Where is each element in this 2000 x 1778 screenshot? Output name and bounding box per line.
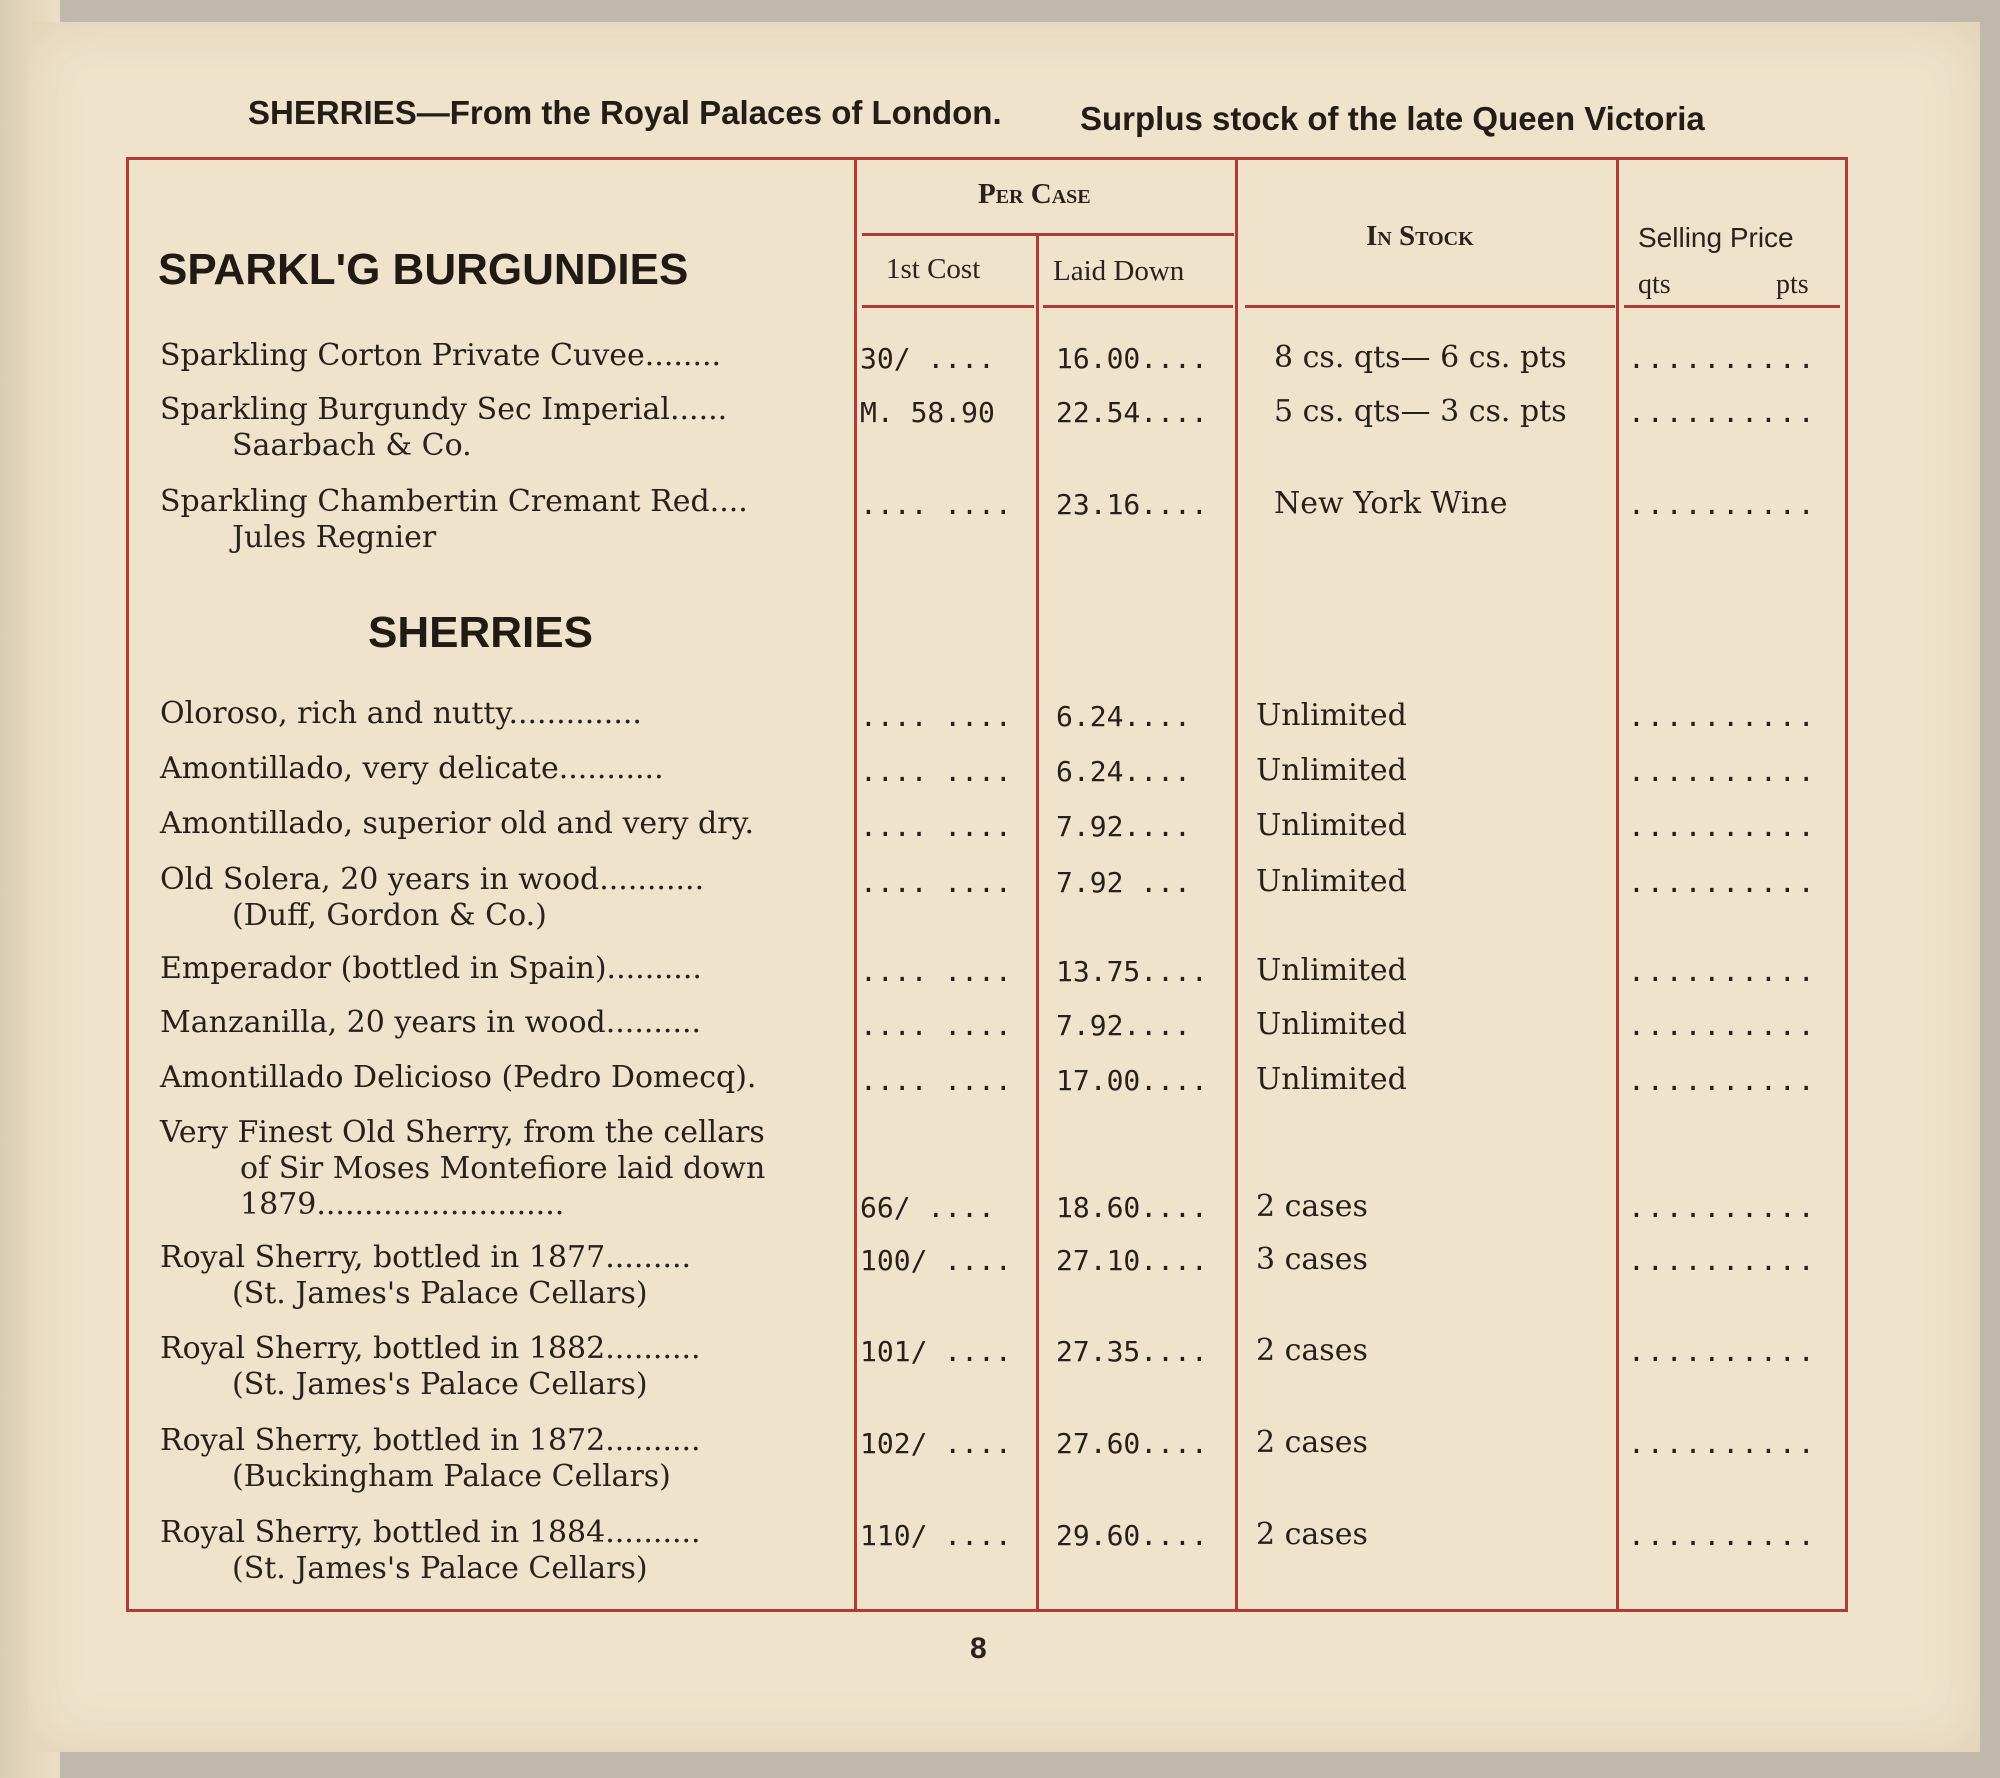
- item-name: Sparkling Corton Private Cuvee........: [160, 338, 722, 373]
- laid-down-value: 6.24....: [1056, 755, 1191, 788]
- selling-price-dots: ..........: [1628, 1064, 1817, 1097]
- selling-price-dots: ..........: [1628, 488, 1817, 521]
- selling-price-dots: ..........: [1628, 1244, 1817, 1277]
- in-stock-value: 8 cs. qts— 6 cs. pts: [1274, 340, 1567, 375]
- item-name: Royal Sherry, bottled in 1884..........: [160, 1515, 701, 1550]
- item-name: Royal Sherry, bottled in 1877.........: [160, 1240, 692, 1275]
- selling-price-heading: Selling Price: [1638, 222, 1794, 253]
- first-cost-value: .... ....: [860, 700, 1012, 733]
- in-stock-value: 3 cases: [1256, 1242, 1368, 1277]
- laid-down-value: 17.00....: [1056, 1064, 1208, 1097]
- laid-down-value: 29.60....: [1056, 1519, 1208, 1552]
- qts-heading: qts: [1638, 269, 1671, 300]
- item-subtitle: (St. James's Palace Cellars): [232, 1551, 648, 1586]
- item-name: Sparkling Burgundy Sec Imperial......: [160, 392, 728, 427]
- item-name: Old Solera, 20 years in wood...........: [160, 862, 705, 897]
- selling-price-dots: ..........: [1628, 396, 1817, 429]
- pts-heading: pts: [1776, 269, 1809, 300]
- in-stock-value: Unlimited: [1256, 1007, 1407, 1042]
- laid-down-value: 23.16....: [1056, 488, 1208, 521]
- in-stock-value: New York Wine: [1274, 486, 1508, 521]
- selling-price-dots: ..........: [1628, 866, 1817, 899]
- page-number: 8: [970, 1632, 987, 1665]
- header-left: SHERRIES—From the Royal Palaces of London.: [248, 94, 1002, 131]
- in-stock-value: Unlimited: [1256, 753, 1407, 788]
- col-divider-3: [1235, 160, 1238, 1612]
- item-name: Manzanilla, 20 years in wood..........: [160, 1005, 702, 1040]
- first-cost-value: .... ....: [860, 488, 1012, 521]
- item-subtitle-2: 1879..........................: [240, 1187, 565, 1222]
- item-name: Oloroso, rich and nutty..............: [160, 696, 642, 731]
- laid-down-value: 27.10....: [1056, 1244, 1208, 1277]
- first-cost-value: .... ....: [860, 810, 1012, 843]
- item-subtitle: Saarbach & Co.: [232, 428, 472, 463]
- per-case-heading: Per Case: [978, 178, 1091, 210]
- in-stock-value: 2 cases: [1256, 1425, 1368, 1460]
- first-cost-value: 66/ ....: [860, 1191, 995, 1224]
- col-divider-2: [1036, 233, 1039, 1612]
- laid-down-value: 16.00....: [1056, 342, 1208, 375]
- burgundies-section-title: SPARKL'G BURGUNDIES: [158, 245, 689, 294]
- item-name: Amontillado, very delicate...........: [160, 751, 664, 786]
- laid-down-value: 27.60....: [1056, 1427, 1208, 1460]
- per-case-rule: [862, 233, 1234, 236]
- in-stock-value: Unlimited: [1256, 808, 1407, 843]
- item-name: Emperador (bottled in Spain)..........: [160, 951, 702, 986]
- item-subtitle: Jules Regnier: [232, 520, 437, 555]
- col-divider-4: [1616, 160, 1619, 1612]
- laid-down-value: 22.54....: [1056, 396, 1208, 429]
- header-rule-d: [1624, 305, 1840, 308]
- laid-down-value: 7.92....: [1056, 1009, 1191, 1042]
- in-stock-value: Unlimited: [1256, 1062, 1407, 1097]
- in-stock-value: 2 cases: [1256, 1517, 1368, 1552]
- item-subtitle: (Duff, Gordon & Co.): [232, 898, 547, 933]
- first-cost-value: 101/ ....: [860, 1335, 1012, 1368]
- laid-down-heading: Laid Down: [1053, 255, 1185, 287]
- laid-down-value: 18.60....: [1056, 1191, 1208, 1224]
- laid-down-value: 7.92 ...: [1056, 866, 1191, 899]
- selling-price-dots: ..........: [1628, 342, 1817, 375]
- selling-price-dots: ..........: [1628, 1427, 1817, 1460]
- first-cost-value: M. 58.90: [860, 396, 995, 429]
- first-cost-value: 30/ ....: [860, 342, 995, 375]
- first-cost-value: 102/ ....: [860, 1427, 1012, 1460]
- first-cost-value: .... ....: [860, 866, 1012, 899]
- selling-price-dots: ..........: [1628, 755, 1817, 788]
- item-name: Sparkling Chambertin Cremant Red....: [160, 484, 748, 519]
- laid-down-value: 13.75....: [1056, 955, 1208, 988]
- header-rule-a: [862, 305, 1034, 308]
- selling-price-dots: ..........: [1628, 1335, 1817, 1368]
- in-stock-value: Unlimited: [1256, 698, 1407, 733]
- selling-price-dots: ..........: [1628, 700, 1817, 733]
- item-name: Very Finest Old Sherry, from the cellars: [160, 1115, 765, 1150]
- in-stock-value: Unlimited: [1256, 864, 1407, 899]
- in-stock-value: 5 cs. qts— 3 cs. pts: [1274, 394, 1567, 429]
- in-stock-heading: In Stock: [1366, 220, 1474, 252]
- item-subtitle: (Buckingham Palace Cellars): [232, 1459, 671, 1494]
- col-divider-1: [854, 160, 857, 1612]
- laid-down-value: 7.92....: [1056, 810, 1191, 843]
- first-cost-heading: 1st Cost: [886, 253, 981, 285]
- in-stock-value: 2 cases: [1256, 1333, 1368, 1368]
- item-subtitle: (St. James's Palace Cellars): [232, 1276, 648, 1311]
- header-rule-b: [1043, 305, 1233, 308]
- laid-down-value: 27.35....: [1056, 1335, 1208, 1368]
- first-cost-value: 100/ ....: [860, 1244, 1012, 1277]
- first-cost-value: .... ....: [860, 955, 1012, 988]
- selling-price-dots: ..........: [1628, 810, 1817, 843]
- selling-price-dots: ..........: [1628, 955, 1817, 988]
- header-right: Surplus stock of the late Queen Victoria: [1080, 100, 1705, 137]
- sherries-section-title: SHERRIES: [368, 608, 593, 657]
- item-subtitle: of Sir Moses Montefiore laid down: [240, 1151, 766, 1186]
- in-stock-value: 2 cases: [1256, 1189, 1368, 1224]
- first-cost-value: 110/ ....: [860, 1519, 1012, 1552]
- item-name: Royal Sherry, bottled in 1882..........: [160, 1331, 701, 1366]
- first-cost-value: .... ....: [860, 1064, 1012, 1097]
- selling-price-dots: ..........: [1628, 1009, 1817, 1042]
- item-name: Amontillado Delicioso (Pedro Domecq).: [160, 1060, 757, 1095]
- item-name: Amontillado, superior old and very dry.: [160, 806, 755, 841]
- page-header: [248, 94, 1728, 144]
- header-rule-c: [1245, 305, 1615, 308]
- selling-price-dots: ..........: [1628, 1519, 1817, 1552]
- item-subtitle: (St. James's Palace Cellars): [232, 1367, 648, 1402]
- in-stock-value: Unlimited: [1256, 953, 1407, 988]
- laid-down-value: 6.24....: [1056, 700, 1191, 733]
- selling-price-dots: ..........: [1628, 1191, 1817, 1224]
- first-cost-value: .... ....: [860, 1009, 1012, 1042]
- first-cost-value: .... ....: [860, 755, 1012, 788]
- item-name: Royal Sherry, bottled in 1872..........: [160, 1423, 701, 1458]
